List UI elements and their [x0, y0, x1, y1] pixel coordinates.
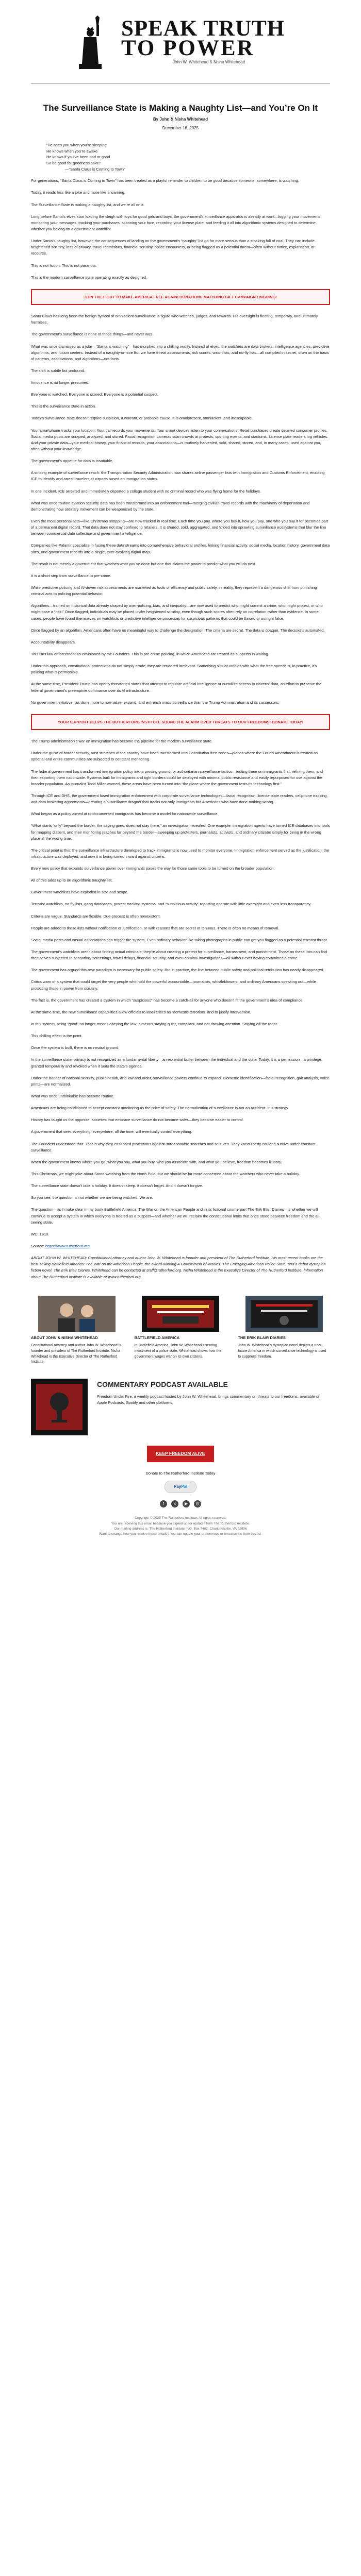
- paragraph: The government has argued this new paradigm is necessary for public safety. But in practice, the line between public safety and political retribution has nearly disappeared.: [31, 968, 324, 973]
- card-text: In Battlefield America, John W. Whitehead’s searing indictment of a police state, Whitehead shows how the government wages war on its own citizens.: [134, 1343, 222, 1359]
- paragraph: The fact is, the government has created a system in which “suspicious” has become a catch-all for anyone who doesn’t fit the government’s idea of compliance.: [31, 997, 304, 1003]
- social-links: [31, 1500, 330, 1507]
- card-text: Constitutional attorney and author John W. Whitehead is founder and president of The Rutherford Institute. Nisha Whitehead is the Executive Director of The Rutherford Institute.: [31, 1343, 121, 1364]
- masthead-line1: SPEAK TRUTH: [121, 16, 285, 41]
- paragraph: The government’s appetite for data is insatiable.: [31, 459, 113, 464]
- paragraph: The result is not merely a government that watches what you’ve done but one that claims the power to predict what you will do next.: [31, 561, 256, 566]
- epigraph-source: —“Santa Claus is Coming to Town”: [65, 166, 125, 172]
- paragraph: What began as a policy aimed at undocumented immigrants has become a model for nationwide surveillance.: [31, 811, 219, 817]
- paragraph: Long before Santa’s elves start loading the sleigh with toys for good girls and boys, the government’s surveillance apparatus is already at work—logging your movements, monitoring your messages, tracking your purchases, scanning your face, recording your license plate, and feeding it all into algorithmic systems designed to determine whether you belong on a government watchlist.: [31, 214, 322, 231]
- card-heading: BATTLEFIELD AMERICA: [134, 1335, 180, 1340]
- keep-freedom-alive-button[interactable]: KEEP FREEDOM ALIVE: [147, 1446, 214, 1462]
- promo-card[interactable]: [238, 1296, 330, 1366]
- newsletter: [31, 0, 330, 1537]
- twitter-icon[interactable]: x: [171, 1500, 178, 1507]
- paragraph: Accountability disappears.: [31, 639, 76, 645]
- promo-cards: [31, 1296, 330, 1366]
- paragraph: People are added to these lists without notification or justification, or with reasons that are secret or tenuous. There is often no means of removal.: [31, 925, 280, 930]
- paragraph: Once flagged by an algorithm, Americans often have no meaningful way to challenge the designation. The criteria are secret. The data is opaque. The decisions automated.: [31, 628, 325, 633]
- statue-of-liberty-icon: [64, 14, 114, 70]
- article-body: [31, 178, 330, 1280]
- author-photo: [31, 1296, 123, 1332]
- facebook-icon[interactable]: f: [160, 1500, 167, 1507]
- paragraph: Even the most personal acts—like Christmas shopping—are now tracked in real time. Each time you pay, where you buy it, how you pay, and who you buy it for becomes part of a permanent digital record. That data does not stay confined to retailers. It is shared, sold, aggregated, and folded into sprawling surveillance ecosystems that blur the line between commercial data collection and government intelligence.: [31, 519, 329, 536]
- paragraph: Through ICE and DHS, the government fused immigration enforcement with corporate surveillance technologies—facial recognition, license plate readers, cellphone tracking, and data brokering agreements—creating a surveillance dragnet that tracks not only immigrants but Americans who have done nothing wrong.: [31, 793, 328, 805]
- masthead-sub: John W. Whitehead & Nisha Whitehead: [172, 59, 245, 64]
- paragraph: Government watchlists have exploded in size and scope.: [31, 890, 128, 895]
- paragraph: The critical point is this: the surveillance infrastructure developed to track immigrants is now used to monitor everyone. Immigration enforcement served as the justification; the infrastructure was deployed; and now it is being turned inward against citizens.: [31, 848, 330, 859]
- footer: [31, 1516, 330, 1537]
- paragraph: Innocence is no longer presumed.: [31, 380, 89, 385]
- paragraph: A striking example of surveillance reach: the Transportation Security Administration now shares airline passenger lists with Immigration and Customs Enforcement, enabling ICE to identify and arrest travelers at airports based on immigration status.: [31, 470, 325, 482]
- paragraph: In the surveillance state, privacy is not recognized as a fundamental liberty—an essential buffer between the individual and the state. Today, it is a permission—a privilege, granted temporarily and revoked when it suits the state’s agenda.: [31, 1057, 322, 1069]
- paragraph: Critics warn of a system that could target the very people who hold the powerful accountable—journalists, whistleblowers, and ordinary Americans speaking out—while protecting those in power from scrutiny.: [31, 979, 316, 991]
- paragraph: Santa Claus has long been the benign symbol of omniscient surveillance: a figure who watches, judges, and rewards. His oversight is fleeting, temporary, and ultimately harmless.: [31, 314, 318, 325]
- paragraph: The government’s surveillance is none of those things—and never was.: [31, 332, 154, 337]
- card-text: John W. Whitehead’s dystopian novel depicts a near-future America in which surveillance technology is used to suppress freedom.: [238, 1343, 326, 1359]
- paypal-button[interactable]: [165, 1481, 196, 1493]
- paragraph: The Surveillance State is making a naughty list, and we’re all on it.: [31, 202, 145, 207]
- paragraph: This isn’t law enforcement as envisioned by the Founders. This is pre-crime policing, in which Americans are treated as suspects in waiting.: [31, 652, 269, 656]
- source-line: [31, 1243, 330, 1249]
- article-title: The Surveillance State is Making a Naughty List—and You’re On It: [43, 103, 318, 113]
- paragraph: What was once unthinkable has become routine.: [31, 1094, 114, 1099]
- word-count: WC: 1810: [31, 1231, 48, 1236]
- paragraph: At the same time, the new surveillance capabilities allow officials to label critics as “domestic terrorists” and to justify intervention.: [31, 1009, 251, 1014]
- footer-line[interactable]: Want to change how you receive these emails? You can update your preferences or unsubscribe from this list.: [99, 1532, 262, 1536]
- podcast-text: Freedom Under Fire, a weekly podcast hosted by John W. Whitehead, brings commentary on threats to our freedoms, available on Apple Podcasts, Spotify and other platforms.: [97, 1394, 321, 1405]
- podcast-heading: COMMENTARY PODCAST AVAILABLE: [97, 1380, 228, 1389]
- paypal-label-part1: Pay: [173, 1484, 182, 1489]
- footer-line: Our mailing address is: The Rutherford Institute, P.O. Box 7482, Charlottesville, VA 22906: [114, 1527, 247, 1531]
- paragraph: This is the modern surveillance state operating exactly as designed.: [31, 275, 147, 280]
- paragraph: “What starts “only” beyond the border, the saying goes, does not stay there,” an investigation revealed. One example: immigration agents have turned ICE databases into tools for mapping dissent, and their monitoring reaches far beyond the border—sweeping up protesters, journalists, activists, and ordinary citizens simply for being in the wrong place at the wrong time.: [31, 823, 330, 841]
- donation-banner[interactable]: JOIN THE FIGHT TO MAKE AMERICA FREE AGAIN! DONATIONS MATCHING GIFT CAMPAIGN ONGOING!: [31, 289, 330, 305]
- paragraph: This is not fiction. This is not paranoia.: [31, 263, 97, 268]
- website-icon[interactable]: ◎: [194, 1500, 201, 1507]
- epigraph: [46, 142, 330, 172]
- paragraph: So you see, the question is not whether we are being watched. We are.: [31, 1195, 153, 1200]
- donate-text: Donate to The Rutherford Institute Today: [145, 1470, 216, 1476]
- portrait-icon: [38, 1296, 116, 1332]
- paragraph: In one incident, ICE arrested and immediately deported a college student with no criminal record who was flying home for the holidays.: [31, 488, 261, 494]
- paragraph: This Christmas, we might joke about Santa watching from the North Pole, but we should be far more concerned about the watchers who never take a holiday.: [31, 1172, 300, 1176]
- masthead-line2: TO POWER: [121, 36, 255, 60]
- paragraph: What was once routine aviation security data has been transformed into an enforcement tool—merging civilian travel records with the machinery of deportation and demonstrating how ordinary movement can be weaponized by the state.: [31, 500, 310, 512]
- youtube-icon[interactable]: ▶: [183, 1500, 190, 1507]
- author-bio: ABOUT JOHN W. WHITEHEAD: Constitutional attorney and author John W. Whitehead is founder and president of The Rutherford Institute. His most recent books are the best-selling Battlefield America: The War on the American People, the award-winning A Government of Wolves: The Emerging American Police State, and a debut dystopian fiction novel, The Erik Blair Diaries. Whitehead can be contacted at staff@rutherford.org. Nisha Whitehead is the Executive Director of The Rutherford Institute. Information about The Rutherford Institute is available at www.rutherford.org.: [31, 1256, 326, 1279]
- paragraph: Algorithms—trained on historical data already shaped by over-policing, bias, and inequality—are now used to predict who might commit a crime, who might protest, or who might pose a “risk.” Once flagged, individuals may be placed under heightened scrutiny, even though such scores often rely on correlation rather than evidence. In some cases, people have found themselves on watchlists or predictive intelligence processes for suspicious patterns that could be flawed or outright false.: [31, 603, 323, 621]
- podcast-section: [31, 1379, 330, 1435]
- paragraph: This chilling effect is the point.: [31, 1033, 83, 1039]
- paragraph: Everyone is watched. Everyone is scored. Everyone is a potential suspect.: [31, 392, 159, 397]
- paragraph: The shift is subtle but profound.: [31, 368, 85, 373]
- paragraph: This is the surveillance state in action.: [31, 404, 96, 409]
- paragraph: It is a short step from surveillance to pre-crime.: [31, 573, 111, 578]
- epigraph-line: “He sees you when you’re sleeping: [46, 143, 107, 148]
- article-date: December 16, 2025: [162, 126, 199, 131]
- card-heading: ABOUT JOHN & NISHA WHITEHEAD: [31, 1335, 98, 1340]
- source-link[interactable]: https://www.rutherford.org: [45, 1243, 90, 1248]
- paragraph: Under the banner of national security, public health, and law and order, surveillance powers continue to expand. Biometric identification—facial recognition, gait analysis, voice prints—are normalized.: [31, 1075, 330, 1087]
- paragraph: The surveillance state doesn’t take a holiday. It doesn’t sleep. It doesn’t forget. And it doesn’t forgive.: [31, 1183, 203, 1189]
- paragraph: The federal government has transformed immigration policy into a proving ground for authoritarian surveillance tactics—testing them on immigrants first, refining them, and then exporting them nationwide. Systems built for immigrants and tight borders could be deployed with minimal public resistance and easily repurposed for use against the broader population. As journalist Todd Miller warned, these areas have been turned into “the place where the government tests its technology first.”: [31, 769, 323, 786]
- book-cover: [238, 1296, 330, 1332]
- paragraph: All of this adds up to an algorithmic naughty list.: [31, 878, 113, 883]
- card-heading: THE ERIK BLAIR DIARIES: [238, 1335, 286, 1340]
- promo-card[interactable]: [135, 1296, 227, 1366]
- podcast-artwork-icon[interactable]: [31, 1379, 88, 1435]
- paragraph: The question—as I make clear in my book Battlefield America: The War on the American People and in its fictional counterpart The Erik Blair Diaries—is whether we will continue to accept a system in which everyone is treated as a suspect—and whether we will reclaim the constitutional limits that once stood between freedom and the all-seeing state.: [31, 1207, 321, 1225]
- paragraph: Terrorist watchlists, no-fly lists, gang databases, protest tracking systems, and “suspicious activity” reporting operate with little oversight and even less transparency.: [31, 902, 311, 907]
- epigraph-line: He knows when you’re awake: [46, 148, 98, 154]
- footer-line: You are receiving this email because you signed up for updates from The Rutherford Institute.: [111, 1521, 250, 1526]
- podcast-info: [97, 1379, 330, 1406]
- paragraph: Every new policy that expands surveillance power over immigrants paves the way for those same tools to be turned on the broader population.: [31, 866, 275, 871]
- paragraph: Criteria are vague. Standards are flexible. Due process is often nonexistent.: [31, 913, 161, 919]
- masthead-text: [121, 16, 297, 66]
- source-label: Source:: [31, 1243, 44, 1248]
- paragraph: In this system, being “good” no longer means obeying the law; it means staying quiet, compliant, and not drawing attention. Staying off the radar.: [31, 1022, 278, 1027]
- masthead: [31, 0, 330, 70]
- paragraph: Americans are being conditioned to accept constant monitoring as the price of safety. The normalization of surveillance is not an accident. It is strategy.: [31, 1106, 289, 1111]
- footer-line: Copyright © 2025 The Rutherford Institute, All rights reserved.: [135, 1516, 226, 1520]
- paragraph: The government’s watchlists aren’t about finding actual criminals; they’re about creating a pretext for surveillance, harassment, and punishment. Those on these lists can find themselves subjected to secondary screenings, travel delays, financial scrutiny, and even criminal investigations—all without ever having committed a crime.: [31, 950, 327, 961]
- paragraph: Under this approach, constitutional protections do not simply erode; they are rendered irrelevant. Something similar unfolds with what the free speech is, in practice, it’s policing what is permissible.: [31, 664, 317, 675]
- paragraph: For generations, “Santa Claus is Coming to Town” has been treated as a playful reminder to children to be good because someone, somewhere, is watching.: [31, 178, 299, 183]
- paragraph: Under the guise of border security, vast stretches of the country have been transformed into Constitution-free zones—places where the Fourth Amendment is treated as optional and entire communities are subjected to constant monitoring.: [31, 751, 318, 762]
- paragraph: History has taught us the opposite: societies that embrace surveillance do not become safer—they become easier to control.: [31, 1117, 244, 1123]
- paragraph: Your smartphone tracks your location. Your car records your movements. Your smart devices listen to your conversations. Retail purchases create detailed consumer profiles. Social media posts are scraped, analyzed, and stored. Facial recognition cameras scan crowds at protests, sporting events, and stadiums. License plate readers log vehicles. And your private data—your medical history, your financial records, your associations—is routinely harvested, sold, shared, stored, and, in many cases, used against you, often without your knowledge.: [31, 428, 329, 452]
- paragraph: The Founders understood that. That is why they enshrined protections against unreasonable searches and seizures. They knew liberty couldn’t survive under constant surveillance.: [31, 1141, 316, 1153]
- paragraph: Today’s surveillance state doesn’t require suspicion, a warrant, or probable cause. It is omnipresent, omniscient, and inescapable.: [31, 416, 253, 421]
- book-icon: [245, 1296, 323, 1332]
- paragraph: Social media posts and casual associations can trigger the system. Even ordinary behavior like taking photographs in public can get you flagged as a potential terrorist threat.: [31, 937, 328, 942]
- paragraph: Companies like Palantir specialize in fusing these data streams into comprehensive behavioral profiles, linking financial activity, social media, location history, government data sites, and government records into a single, ever-evolving digital map.: [31, 543, 330, 554]
- epigraph-line: So be good for goodness sake!”: [46, 161, 102, 166]
- epigraph-line: He knows if you’ve been bad or good: [46, 155, 110, 160]
- paragraph: When the government knows where you go, what you say, what you buy, who you associate with, and what you believe, freedom becomes illusory.: [31, 1159, 282, 1164]
- paragraph: No government initiative has done more to normalize, expand, and entrench mass surveillance than the Trump Administration and its successors.: [31, 700, 280, 705]
- paragraph: Today, it reads less like a joke and more like a warning.: [31, 190, 125, 195]
- book-cover: [135, 1296, 227, 1332]
- paragraph: Under Santa’s naughty list, however, the consequences of landing on the government’s “naughty” list go far more serious than a stocking full of coal. They can include heightened scrutiny, loss of privacy, travel restrictions, financial scrutiny, police encounters, or being flagged as a potential threat—often without notice, explanation, or recourse.: [31, 239, 315, 256]
- paragraph: While predictive policing and AI-driven risk assessments are marketed as tools of efficiency and public safety, in reality, they represent a dangerous shift from punishing criminal acts to policing potential behavior.: [31, 585, 317, 597]
- paragraph: Once the system is built, there is no neutral ground.: [31, 1045, 120, 1050]
- paragraph: What was once dismissed as a joke—“Santa is watching”—has morphed into a chilling reality. Instead of elves, the watchers are data brokers, intelligence agencies, predictive algorithms, and fusion centers. Instead of a naughty-or-nice list, we have threat assessments, risk scores, watchlists, and no-fly lists—all compiled in secret, often on the basis of patterns, associations, and algorithms—not facts.: [31, 344, 330, 361]
- paypal-label-part2: Pal: [181, 1484, 188, 1489]
- promo-card[interactable]: [31, 1296, 123, 1366]
- paragraph: A government that sees everything, everywhere, all the time, will eventually control everything.: [31, 1129, 192, 1134]
- book-icon: [142, 1296, 219, 1332]
- paragraph: The Trump administration’s war on immigration has become the pipeline for the modern surveillance state.: [31, 739, 213, 744]
- paragraph: At the same time, President Trump has openly threatened states that attempt to regulate artificial intelligence or curtail its access to citizens’ data, an effort to preserve the federal government’s preemptive dominance over its AI infrastructure.: [31, 682, 322, 693]
- support-banner[interactable]: YOUR SUPPORT HELPS THE RUTHERFORD INSTITUTE SOUND THE ALARM OVER THREATS TO OUR FREEDOMS! DONATE TODAY!: [31, 714, 330, 730]
- divider: [31, 83, 330, 84]
- article-byline: By John & Nisha Whitehead: [153, 117, 208, 122]
